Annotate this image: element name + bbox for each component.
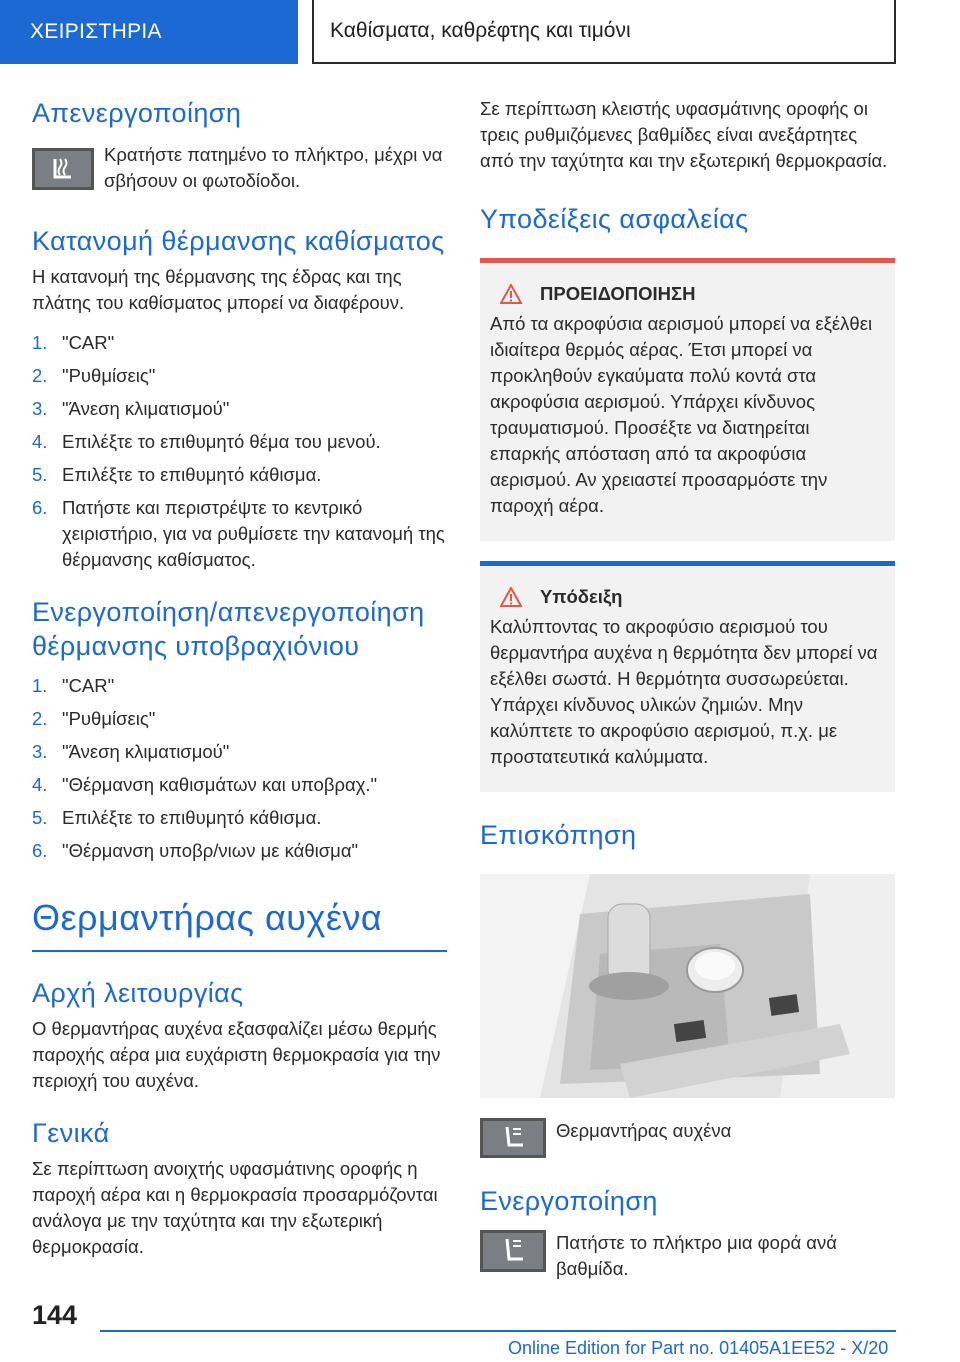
principle-heading: Αρχή λειτουργίας [32, 978, 244, 1008]
list-item: 5. Επιλέξτε το επιθυμητό κάθισμα. [32, 807, 322, 828]
note-text: Καλύπτοντας το ακροφύσιο αερισμού του θερμαντήρα αυχένα η θερμότητα δεν μπορεί να εξέλθει σωστά. Η θερμότητα συσσωρεύεται. Υπάρχει κίνδυνος υλικών ζημιών. Μην καλύπτετε το ακροφύσιο αερισμού, π.χ. με προστατευτικά καλύμματα. [490, 616, 878, 767]
note-box [480, 561, 895, 792]
general-heading: Γενικά [32, 1118, 110, 1148]
general-text: Σε περίπτωση ανοιχτής υφασμάτινης οροφής η παροχή αέρα και η θερμοκρασία προσαρμόζονται ανάλογα με την ταχύτητα και την εξωτερική θερμοκρασία. [32, 1158, 438, 1257]
list-item: 2. "Ρυθμίσεις" [32, 365, 156, 386]
header-section-tab[interactable] [0, 0, 298, 64]
section-divider [32, 950, 447, 952]
list-item: 6. Πατήστε και περιστρέψτε το κεντρικό χειριστήριο, για να ρυθμίσετε την κατανομή της θέρμανσης καθίσματος. [32, 497, 445, 570]
deactivation-heading: Απενεργοποίηση [32, 98, 242, 128]
closed-roof-text: Σε περίπτωση κλειστής υφασμάτινης οροφής οι τρεις ρυθμιζόμενες βαθμίδες είναι ανεξάρτητες από την ταχύτητα και την εξωτερική θερμοκρασία. [480, 98, 888, 171]
armrest-steps [32, 673, 447, 864]
right-column [480, 96, 895, 1282]
list-item: 3. "Άνεση κλιματισμού" [32, 741, 230, 762]
note-label: Υπόδειξη [540, 586, 623, 607]
principle-text: Ο θερμαντήρας αυχένα εξασφαλίζει μέσω θερμής παροχής αέρα μια ευχάριστη θερμοκρασία για την περιοχή του αυχένα. [32, 1018, 441, 1091]
distribution-steps [32, 330, 447, 573]
list-item: 4. "Θέρμανση καθισμάτων και υποβραχ." [32, 774, 378, 795]
list-item: 2. "Ρυθμίσεις" [32, 708, 156, 729]
deactivation-row [32, 142, 447, 194]
deactivation-text: Κρατήστε πατημένο το πλήκτρο, μέχρι να σβήσουν οι φωτοδίοδοι. [104, 144, 443, 191]
neck-heater-button-icon [480, 1118, 546, 1158]
warning-header [490, 283, 885, 305]
caption-row [480, 1118, 895, 1158]
left-column [32, 96, 447, 1260]
header-section-label: ΧΕΙΡΙΣΤΗΡΙΑ [30, 20, 162, 43]
overview-heading: Επισκόπηση [480, 820, 637, 850]
list-item: 6. "Θέρμανση υποβρ/νιων με κάθισμα" [32, 840, 359, 861]
activation-row [480, 1230, 895, 1282]
list-item: 1. "CAR" [32, 332, 115, 353]
warning-label: ΠΡΟΕΙΔΟΠΟΙΗΣΗ [540, 283, 696, 304]
warning-triangle-icon [500, 284, 522, 304]
page-number: 144 [32, 1300, 78, 1330]
header-chapter-label: Καθίσματα, καθρέφτης και τιμόνι [330, 19, 631, 42]
safety-heading: Υποδείξεις ασφαλείας [480, 204, 749, 234]
warning-text: Από τα ακροφύσια αερισμού μπορεί να εξέλθει ιδιαίτερα θερμός αέρας. Έτσι μπορεί να προκληθούν εγκαύματα πολύ κοντά στα ακροφύσια αερισμού. Υπάρχει κίνδυνος τραυματισμού. Προσέξτε να διατηρείται επαρκής απόσταση από τα ακροφύσια αερισμού. Αν χρειαστεί προσαρμόστε την παροχή αέρα. [490, 313, 873, 516]
neck-heater-heading: Θερμαντήρας αυχένα [32, 897, 383, 938]
center-console-photo [480, 874, 895, 1098]
activation-heading: Ενεργοποίηση [480, 1186, 658, 1216]
list-item: 4. Επιλέξτε το επιθυμητό θέμα του μενού. [32, 431, 381, 452]
list-item: 1. "CAR" [32, 675, 115, 696]
seat-heating-button-icon [32, 148, 94, 190]
header-chapter [312, 0, 896, 64]
activation-text: Πατήστε το πλήκτρο μια φορά ανά βαθμίδα. [556, 1232, 837, 1279]
footer-edition: Online Edition for Part no. 01405A1EE52 - X/20 [508, 1338, 889, 1358]
distribution-text: Η κατανομή της θέρμανσης της έδρας και της πλάτης του καθίσματος μπορεί να διαφέρουν. [32, 266, 405, 313]
list-item: 3. "Άνεση κλιματισμού" [32, 398, 230, 419]
footer-rule [100, 1330, 896, 1332]
neck-heater-button-icon [480, 1230, 546, 1272]
list-item: 5. Επιλέξτε το επιθυμητό κάθισμα. [32, 464, 322, 485]
armrest-heading: Ενεργοποίηση/απενεργοποίηση θέρμανσης υποβραχιόνιου [32, 597, 425, 661]
warning-box [480, 258, 895, 541]
note-header [490, 586, 885, 608]
distribution-heading: Κατανομή θέρμανσης καθίσματος [32, 226, 445, 256]
warning-triangle-icon [500, 587, 522, 607]
photo-caption: Θερμαντήρας αυχένα [556, 1120, 732, 1141]
